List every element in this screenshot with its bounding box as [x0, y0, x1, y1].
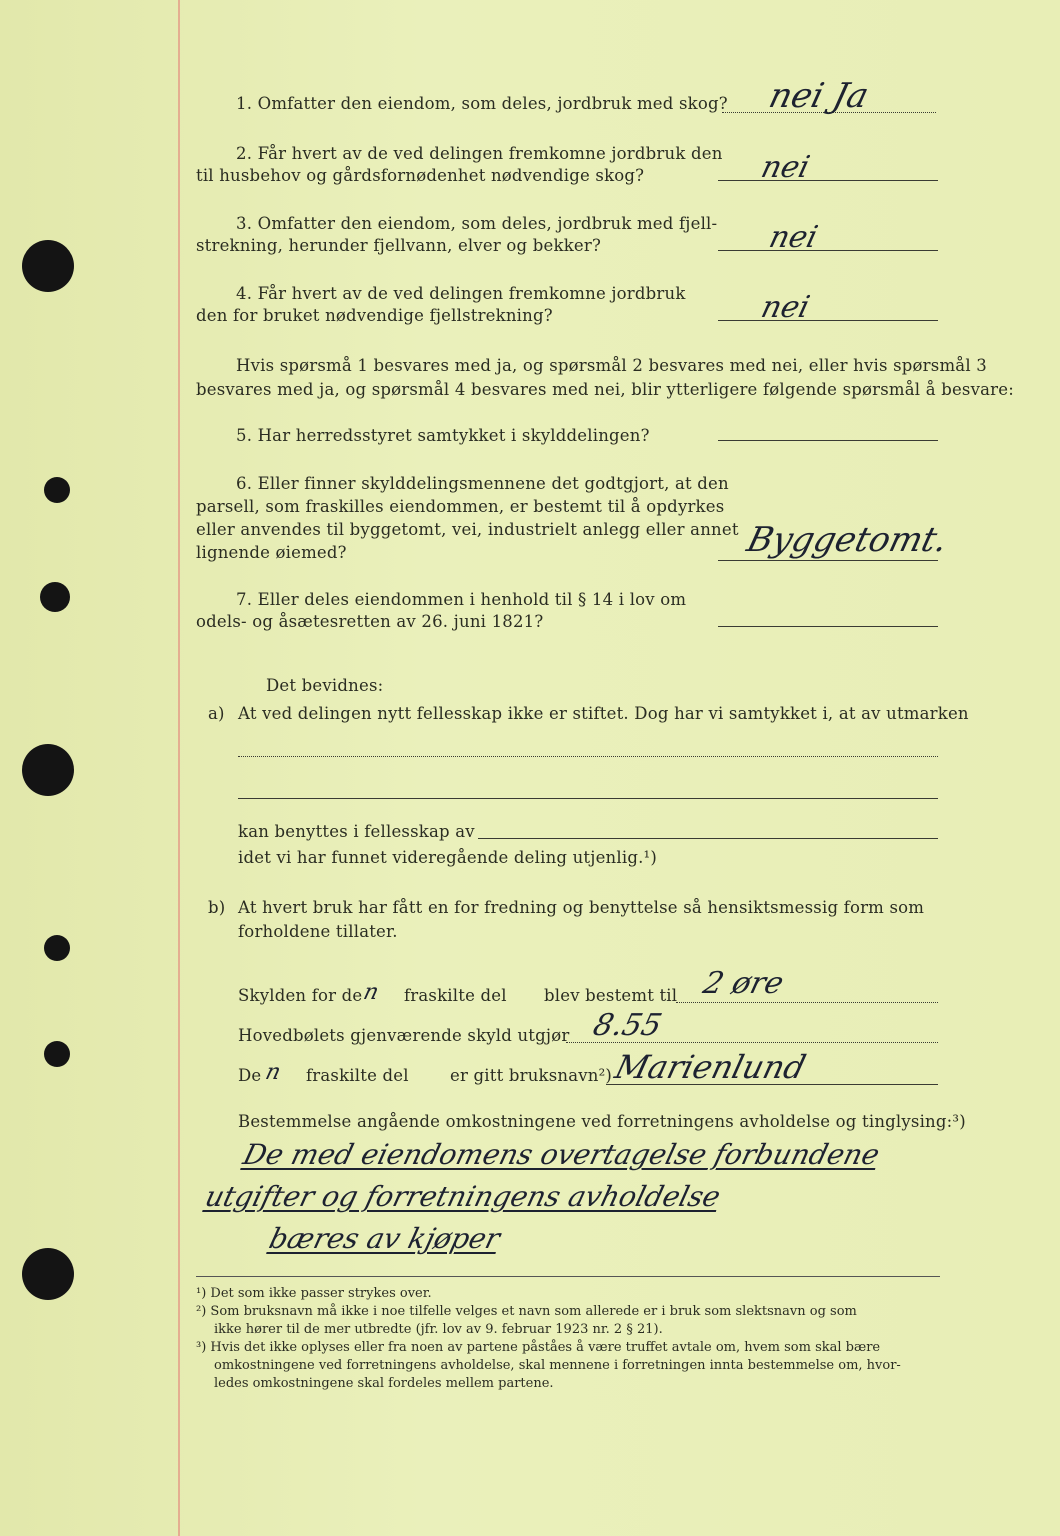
- cost-line-3: bæres av kjøper: [265, 1222, 504, 1255]
- answer-line-7: [718, 626, 938, 627]
- question-2-line-1: 2. Får hvert av de ved delingen fremkomne jordbruk den: [236, 144, 723, 163]
- punch-hole: [44, 935, 70, 961]
- attest-b-line-1: At hvert bruk har fått en for fredning og benyttelse så hensiktsmessig form som: [238, 898, 925, 917]
- bruksnavn-value: Marienlund: [611, 1048, 810, 1086]
- skyld-label-1: Skylden for de: [238, 986, 363, 1005]
- question-3-line-1: 3. Omfatter den eiendom, som deles, jordbruk med fjell-: [236, 214, 718, 233]
- intro-line-2: besvares med ja, og spørsmål 4 besvares med nei, blir ytterligere følgende spørsmål å besvare:: [196, 380, 1014, 399]
- footnote-separator: [196, 1276, 940, 1277]
- punch-hole: [22, 1248, 74, 1300]
- question-6-line-1: 6. Eller finner skylddelingsmennene det godtgjort, at den: [236, 474, 729, 493]
- bruksnavn-label-1: De: [238, 1066, 262, 1085]
- answer-line-6: [718, 560, 938, 561]
- footnote-3-line-2: omkostningene ved forretningens avholdelse, skal mennene i forretningen innta bestemmelse om, hvor-: [214, 1358, 901, 1373]
- answer-2: nei: [757, 150, 814, 185]
- shared-use-label: kan benyttes i fellesskap av: [238, 822, 475, 841]
- question-4-line-2: den for bruket nødvendige fjellstrekning?: [196, 306, 553, 325]
- blank-line: [238, 756, 938, 757]
- question-6-line-2: parsell, som fraskilles eiendommen, er bestemt til å opdyrkes: [196, 497, 725, 516]
- intro-line-1: Hvis spørsmå 1 besvares med ja, og spørsmål 2 besvares med nei, eller hvis spørsmål 3: [236, 356, 987, 375]
- answer-1: nei Ja: [765, 76, 873, 116]
- punch-hole: [40, 582, 70, 612]
- question-7-line-1: 7. Eller deles eiendommen i henhold til § 14 i lov om: [236, 590, 687, 609]
- answer-line-2: [718, 180, 938, 181]
- question-3-line-2: strekning, herunder fjellvann, elver og bekker?: [196, 236, 601, 255]
- skyld-line: [676, 1002, 938, 1003]
- cost-line-1: De med eiendomens overtagelse forbundene: [239, 1138, 883, 1171]
- attest-a-text: At ved delingen nytt fellesskap ikke er stiftet. Dog har vi samtykket i, at av utmarken: [238, 704, 969, 723]
- answer-line-4: [718, 320, 938, 321]
- question-2-line-2: til husbehov og gårdsfornødenhet nødvendige skog?: [196, 166, 645, 185]
- bruksnavn-label-3: er gitt bruksnavn²): [450, 1066, 613, 1085]
- answer-line-3: [718, 250, 938, 251]
- footnote-3-line-1: ³) Hvis det ikke oplyses eller fra noen av partene påståes å være truffet avtale om, hvem som skal bære: [196, 1340, 881, 1355]
- footnote-1: ¹) Det som ikke passer strykes over.: [196, 1286, 432, 1301]
- punch-hole: [22, 744, 74, 796]
- cost-line-2: utgifter og forretningens avholdelse: [201, 1180, 724, 1213]
- answer-line-5: [718, 440, 938, 441]
- cost-label: Bestemmelse angående omkostningene ved forretningens avholdelse og tinglysing:³): [238, 1112, 966, 1131]
- further-division-text: idet vi har funnet videregående deling utjenlig.¹): [238, 848, 657, 867]
- question-4-line-1: 4. Får hvert av de ved delingen fremkomne jordbruk: [236, 284, 686, 303]
- shared-use-line: [478, 838, 938, 839]
- footnote-2-line-1: ²) Som bruksnavn må ikke i noe tilfelle velges et navn som allerede er i bruk som slektsnavn og som: [196, 1304, 857, 1319]
- question-7-line-2: odels- og åsætesretten av 26. juni 1821?: [196, 612, 544, 631]
- attest-b-label: b): [208, 898, 226, 917]
- bruksnavn-handwritten-1: n: [262, 1060, 284, 1085]
- bruksnavn-label-2: fraskilte del: [306, 1066, 409, 1085]
- attest-a-label: a): [208, 704, 225, 723]
- answer-4: nei: [757, 290, 814, 325]
- punch-hole: [22, 240, 74, 292]
- footnote-2-line-2: ikke hører til de mer utbredte (jfr. lov av 9. februar 1923 nr. 2 § 21).: [214, 1322, 663, 1337]
- attest-b-line-2: forholdene tillater.: [238, 922, 398, 941]
- blank-line: [238, 798, 938, 799]
- question-1: 1. Omfatter den eiendom, som deles, jordbruk med skog?: [236, 94, 728, 113]
- attest-heading: Det bevidnes:: [266, 676, 384, 695]
- punch-hole: [44, 1041, 70, 1067]
- skyld-handwritten-1: n: [360, 980, 382, 1005]
- margin-rule: [178, 0, 180, 1536]
- punch-hole: [44, 477, 70, 503]
- question-5: 5. Har herredsstyret samtykket i skylddelingen?: [236, 426, 650, 445]
- skyld-label-2: fraskilte del: [404, 986, 507, 1005]
- hovedbol-value: 8.55: [589, 1008, 666, 1043]
- skyld-value: 2 øre: [699, 966, 788, 1001]
- question-6-line-3: eller anvendes til byggetomt, vei, industrielt anlegg eller annet: [196, 520, 739, 539]
- skyld-label-3: blev bestemt til: [544, 986, 678, 1005]
- answer-6: Byggetomt.: [743, 520, 952, 560]
- answer-3: nei: [765, 220, 822, 255]
- footnote-3-line-3: ledes omkostningene skal fordeles mellem partene.: [214, 1376, 554, 1391]
- question-6-line-4: lignende øiemed?: [196, 543, 347, 562]
- hovedbol-label: Hovedbølets gjenværende skyld utgjør: [238, 1026, 570, 1045]
